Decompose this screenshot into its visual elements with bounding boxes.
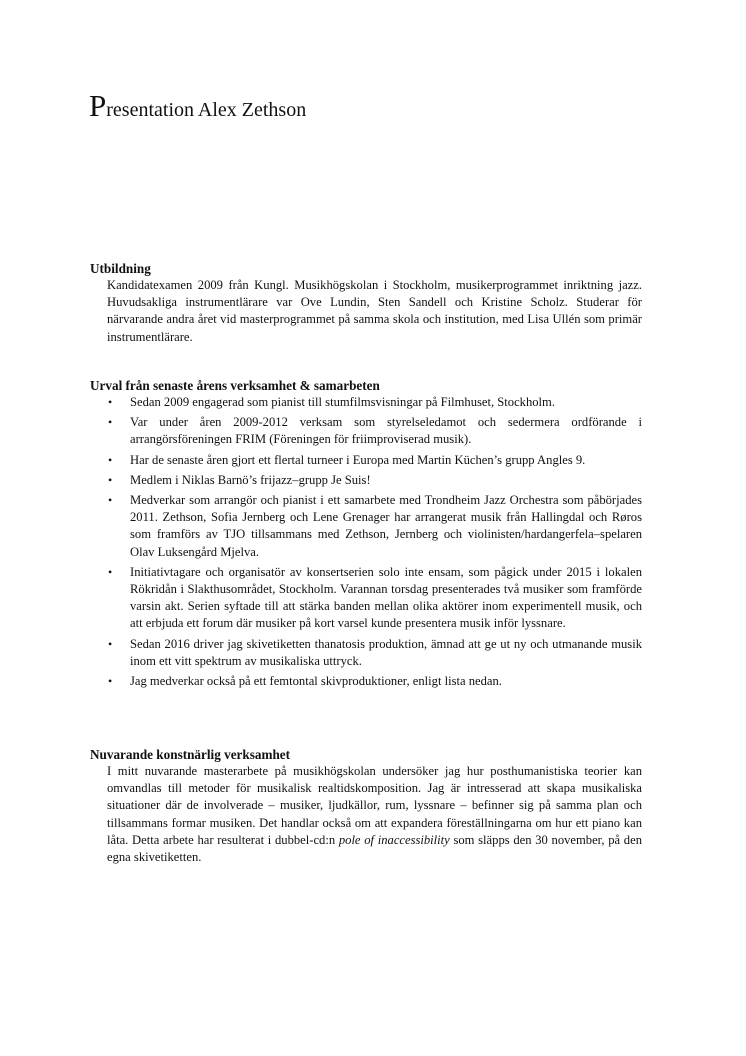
list-item-text: Medlem i Niklas Barnö’s frijazz–grupp Je Suis! <box>130 472 371 487</box>
list-item-text: Jag medverkar också på ett femtontal skivproduktioner, enligt lista nedan. <box>130 674 502 689</box>
list-item-text: Har de senaste åren gjort ett flertal turneer i Europa med Martin Küchen’s grupp Angles 9. <box>130 452 586 467</box>
bullet-icon: • <box>108 452 113 467</box>
list-item <box>108 452 642 469</box>
bullet-icon: • <box>108 415 113 430</box>
bullet-icon: • <box>108 674 113 689</box>
list-item <box>108 414 642 448</box>
page-title <box>89 88 307 125</box>
list-item <box>108 492 642 561</box>
education-text: Kandidatexamen 2009 från Kungl. Musikhögskolan i Stockholm, musikerprogrammet inriktning jazz. Huvudsakliga instrumentlärare var Ove Lundin, Sten Sandell och Kristine Scholz. Studerar för närvarande andra året vid masterprogrammet på samma skola och institution, med Lisa Ullén som primär instrumentlärare. <box>107 278 642 344</box>
list-item-text: Medverkar som arrangör och pianist i ett samarbete med Trondheim Jazz Orchestra som påbörjades 2011. Zethson, Sofia Jernberg och Lene Grenager har arrangerat musik från Hallingdal och Røros som framförs av TJO tillsammans med Zethson, Jernberg och violinisten/hardangerfela–spelaren Olav Luksengård Mjelva. <box>130 493 642 559</box>
list-item-text: Sedan 2016 driver jag skivetiketten thanatosis produktion, ämnad att ge ut ny och utmanande musik inom ett vitt spektrum av musikaliska uttryck. <box>130 636 642 668</box>
title-initial: P <box>89 88 107 123</box>
list-item <box>108 636 642 670</box>
list-item <box>108 564 642 633</box>
list-item-text: Sedan 2009 engagerad som pianist till stumfilmsvisningar på Filmhuset, Stockholm. <box>130 395 556 409</box>
bullet-icon: • <box>108 493 113 508</box>
bullet-icon: • <box>108 472 113 487</box>
list-item <box>108 673 642 690</box>
education-heading: Utbildning <box>90 261 151 276</box>
current-work-text-end: som släpps den 30 november, på den egna skivetiketten. <box>107 832 642 865</box>
education-section <box>90 260 642 346</box>
activities-section <box>90 377 642 693</box>
activities-list <box>90 394 642 690</box>
list-item <box>108 472 642 489</box>
current-work-text <box>107 763 642 866</box>
list-item-text: Initiativtagare och organisatör av konsertserien solo inte ensam, som pågick under 2015 i lokalen Rökridån i Slakthusområdet, Stockholm. Varannan torsdag presenterades två musiker som framförde varsin akt. Serien syftade till att stärka banden mellan olika aktörer inom experimentell musik, och att erbjuda ett forum där musiker på kort varsel kunde presentera musik inför lyssnare. <box>130 564 642 631</box>
current-work-heading: Nuvarande konstnärlig verksamhet <box>90 747 291 762</box>
activities-heading: Urval från senaste årens verksamhet & samarbeten <box>90 378 380 393</box>
current-work-text-start: I mitt nuvarande masterarbete på musikhögskolan undersöker jag hur posthumanistiska teorier kan omvandlas till metoder för musikalisk realtidskomposition. Jag är intresserad att skapa musikaliska situationer där de involverade – musiker, ljudkällor, rum, lyssnare – befinner sig på samma plan och tillsammans formar musiken. Det handlar också om att expandera föreställningarna om hur ett piano kan låta. Detta arbete har resulterat i dubbel-cd:n <box>107 764 642 847</box>
bullet-icon: • <box>108 564 113 579</box>
album-title: pole of inaccessibility <box>338 832 450 847</box>
list-item-text: Var under åren 2009-2012 verksam som styrelseledamot och sedermera ordförande i arrangörsföreningen FRIM (Föreningen för friimproviserad musik). <box>130 415 642 447</box>
bullet-icon: • <box>108 395 113 409</box>
bullet-icon: • <box>108 636 113 651</box>
list-item <box>108 394 642 411</box>
current-work-section <box>90 746 642 866</box>
title-rest: resentation Alex Zethson <box>106 99 307 121</box>
